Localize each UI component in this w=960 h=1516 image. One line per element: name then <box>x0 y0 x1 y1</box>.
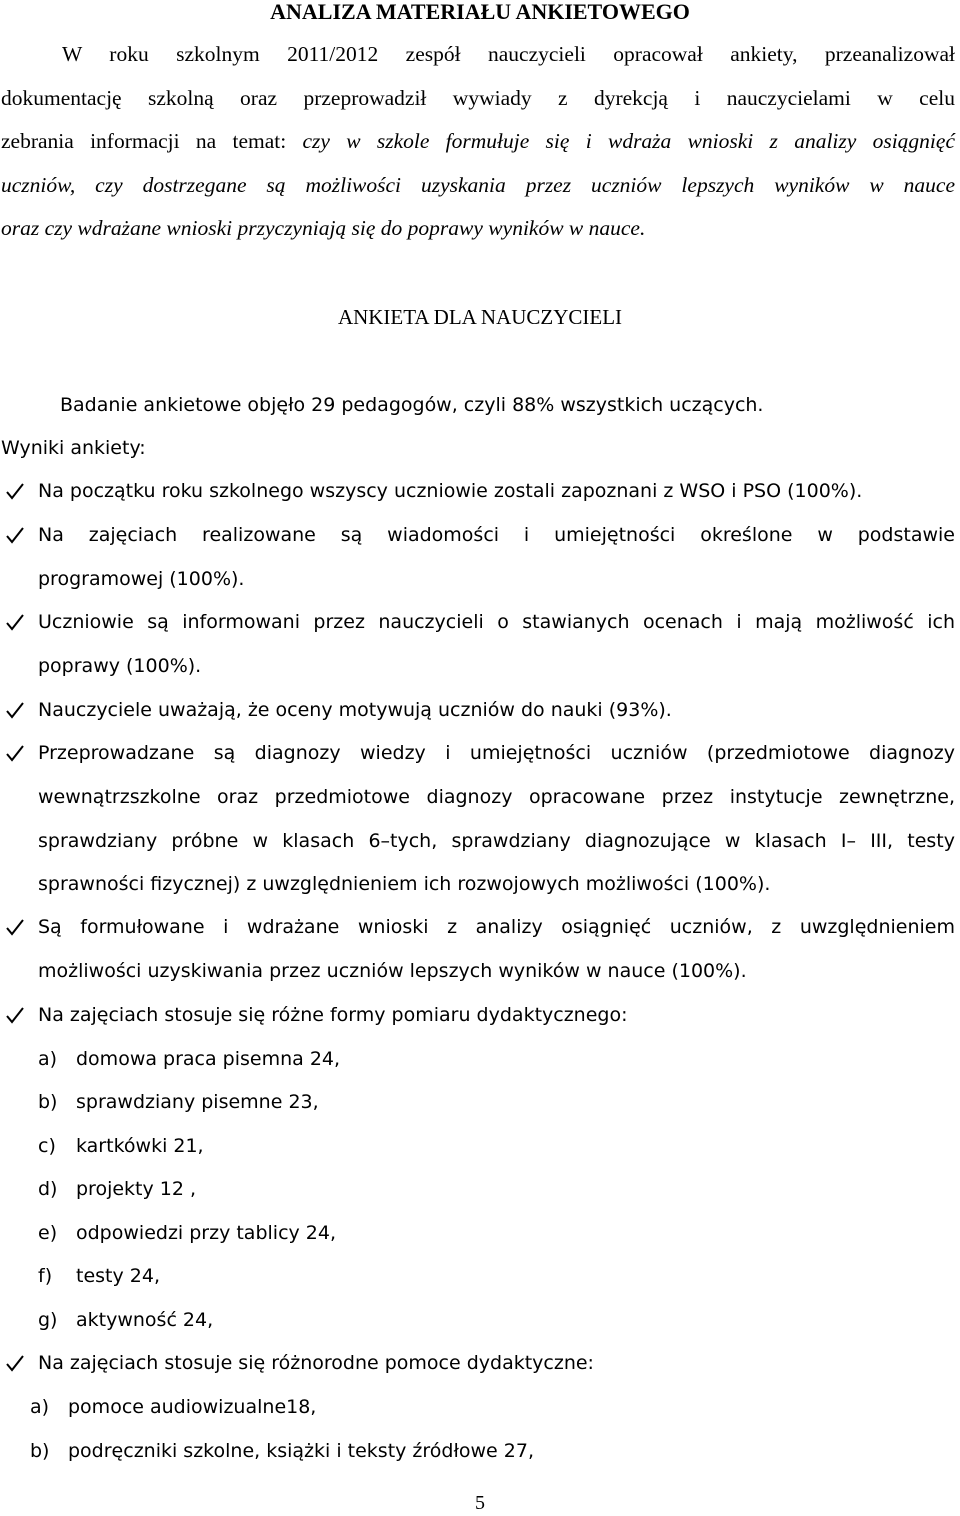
result-item-5-line-1: Przeprowadzane są diagnozy wiedzy i umiejętności uczniów (przedmiotowe diagnozy <box>38 742 955 764</box>
list-item-text: kartkówki 21, <box>76 1135 204 1157</box>
list-item-marker: b) <box>38 1091 58 1113</box>
result-item-8: Na zajęciach stosuje się różnorodne pomoce dydaktyczne: <box>38 1352 594 1374</box>
check-mark-icon <box>5 1350 25 1376</box>
list-item-text: pomoce audiowizualne18, <box>68 1396 317 1418</box>
intro-line-3-plain: zebrania informacji na temat: <box>1 129 303 153</box>
list-item-text: domowa praca pisemna 24, <box>76 1048 341 1070</box>
intro-line-3-italic: czy w szkole formułuje się i wdraża wnioski z analizy osiągnięć <box>302 129 955 153</box>
result-item-3-line-1: Uczniowie są informowani przez nauczycieli o stawianych ocenach i mają możliwość ich <box>38 611 955 633</box>
intro-line-3 <box>1 127 955 155</box>
list-item-marker: c) <box>38 1135 56 1157</box>
check-mark-icon <box>5 697 25 723</box>
check-mark-icon <box>5 1002 25 1028</box>
list-item-text: testy 24, <box>76 1265 160 1287</box>
list-item-marker: d) <box>38 1178 58 1200</box>
intro-line-2: dokumentację szkolną oraz przeprowadził wywiady z dyrekcją i nauczycielami w celu <box>1 86 955 110</box>
check-mark-icon <box>5 478 25 504</box>
survey-scope: Badanie ankietowe objęło 29 pedagogów, czyli 88% wszystkich uczących. <box>60 394 764 416</box>
result-item-6-line-2: możliwości uzyskiwania przez uczniów lepszych wyników w nauce (100%). <box>38 960 747 982</box>
section-title: ANKIETA DLA NAUCZYCIELI <box>337 305 623 329</box>
result-item-4: Nauczyciele uważają, że oceny motywują uczniów do nauki (93%). <box>38 699 672 721</box>
list-item-text: odpowiedzi przy tablicy 24, <box>76 1222 337 1244</box>
list-item-marker: g) <box>38 1309 58 1331</box>
result-item-6-line-1: Są formułowane i wdrażane wnioski z analizy osiągnięć uczniów, z uwzględnieniem <box>38 916 955 938</box>
check-mark-icon <box>5 740 25 766</box>
intro-line-1: W roku szkolnym 2011/2012 zespół nauczycieli opracował ankiety, przeanalizował <box>62 42 955 66</box>
list-item-marker: a) <box>30 1396 50 1418</box>
result-item-7: Na zajęciach stosuje się różne formy pomiaru dydaktycznego: <box>38 1004 628 1026</box>
result-item-1: Na początku roku szkolnego wszyscy uczniowie zostali zapoznani z WSO i PSO (100%). <box>38 480 863 502</box>
list-item-text: projekty 12 , <box>76 1178 197 1200</box>
results-heading: Wyniki ankiety: <box>1 437 146 459</box>
result-item-5-line-4: sprawności fizycznej) z uwzględnieniem ich rozwojowych możliwości (100%). <box>38 873 771 895</box>
list-item-text: aktywność 24, <box>76 1309 214 1331</box>
list-item-text: sprawdziany pisemne 23, <box>76 1091 319 1113</box>
list-item-marker: a) <box>38 1048 58 1070</box>
list-item-marker: e) <box>38 1222 58 1244</box>
result-item-2-line-2: programowej (100%). <box>38 568 245 590</box>
result-item-3-line-2: poprawy (100%). <box>38 655 202 677</box>
list-item-marker: b) <box>30 1440 50 1462</box>
result-item-5-line-3: sprawdziany próbne w klasach 6–tych, sprawdziany diagnozujące w klasach I– III, testy <box>38 830 955 852</box>
check-mark-icon <box>5 609 25 635</box>
check-mark-icon <box>5 522 25 548</box>
document-title: ANALIZA MATERIAŁU ANKIETOWEGO <box>270 0 690 24</box>
page-number: 5 <box>475 1492 485 1514</box>
intro-line-5: oraz czy wdrażane wnioski przyczyniają się do poprawy wyników w nauce. <box>1 216 646 240</box>
result-item-2-line-1: Na zajęciach realizowane są wiadomości i umiejętności określone w podstawie <box>38 524 955 546</box>
list-item-text: podręczniki szkolne, książki i teksty źródłowe 27, <box>68 1440 534 1462</box>
list-item-marker: f) <box>38 1265 53 1287</box>
intro-line-4: uczniów, czy dostrzegane są możliwości uzyskania przez uczniów lepszych wyników w nauce <box>1 173 955 197</box>
result-item-5-line-2: wewnątrzszkolne oraz przedmiotowe diagnozy opracowane przez instytucje zewnętrzne, <box>38 786 955 808</box>
check-mark-icon <box>5 914 25 940</box>
